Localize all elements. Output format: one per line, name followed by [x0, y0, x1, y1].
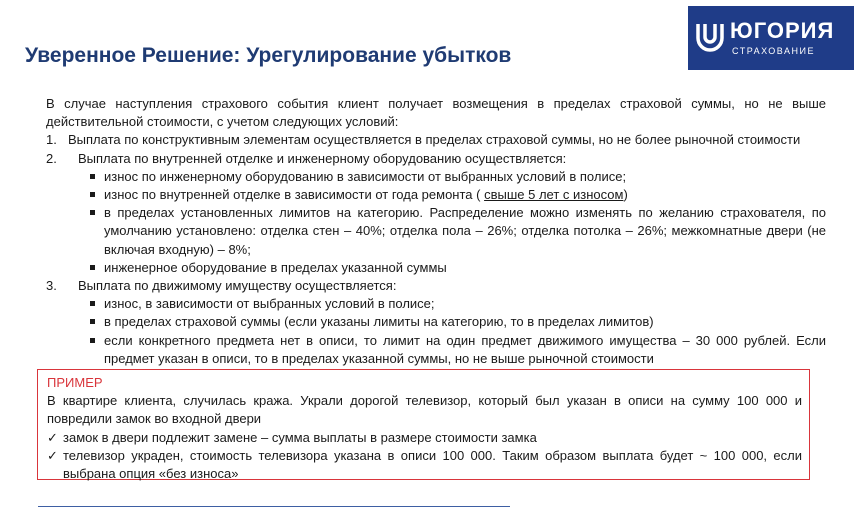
bullet-text: в пределах установленных лимитов на категорию. Распределение можно изменять по желанию страхователя, по умолчанию установлено: отделка стен – 40%; отделка пола – 26%; отделка потолка – 26%; межкомнатные двери (не включая входную) – 8%;: [104, 205, 826, 257]
check-text: телевизор украден, стоимость телевизора указана в описи 100 000. Таким образом выплата будет ~ 100 000, если выбрана опция «без износа»: [63, 447, 802, 482]
bullet-item: [46, 313, 826, 331]
check-item: [47, 447, 802, 483]
square-bullet-icon: [90, 319, 95, 324]
intro-paragraph: В случае наступления страхового события клиент получает возмещения в пределах страховой суммы, но не выше действительной стоимости, с учетом следующих условий:: [46, 96, 826, 130]
bullet-item: [46, 186, 826, 204]
numbered-item-2: [46, 150, 826, 168]
square-bullet-icon: [90, 210, 95, 215]
example-box: [37, 369, 810, 480]
item-text: Выплата по внутренней отделке и инженерному оборудованию осуществляется:: [78, 150, 567, 166]
item-text: Выплата по движимому имуществу осуществляется:: [78, 278, 397, 294]
page-title: Уверенное Решение: Урегулирование убытков: [25, 44, 512, 67]
bullet-item: [46, 332, 826, 368]
bullet-item: [46, 168, 826, 186]
logo-name: ЮГОРИЯ: [730, 18, 835, 43]
bullet-text: если конкретного предмета нет в описи, то лимит на один предмет движимого имущества – 30 000 рублей. Если предмет указан в описи, то в пределах указанной суммы, но не выше рыночной стоимости: [104, 332, 826, 366]
square-bullet-icon: [90, 301, 95, 306]
check-mark-icon: ✓: [47, 429, 58, 445]
bullet-item: [46, 204, 826, 259]
square-bullet-icon: [90, 174, 95, 179]
underlined-term: свыше 5 лет с износом: [484, 187, 624, 203]
bullet-item: [46, 295, 826, 313]
check-item: [47, 429, 802, 447]
numbered-item-3: [46, 277, 826, 295]
bullet-text: инженерное оборудование в пределах указанной суммы: [104, 259, 447, 275]
item-number: 3.: [46, 278, 57, 294]
bullet-text-before: износ по внутренней отделке в зависимости от года ремонта (: [104, 187, 485, 203]
bullet-text: износ по инженерному оборудованию в зависимости от выбранных условий в полисе;: [104, 168, 627, 184]
item-text: Выплата по конструктивным элементам осуществляется в пределах страховой суммы, но не более рыночной стоимости: [68, 132, 801, 148]
bullet-text: в пределах страховой суммы (если указаны лимиты на категорию, то в пределах лимитов): [104, 314, 654, 330]
item-number: 1.: [46, 132, 57, 148]
bullet-item: [46, 259, 826, 277]
square-bullet-icon: [90, 338, 95, 343]
square-bullet-icon: [90, 192, 95, 197]
conditions-text: [46, 95, 826, 368]
company-logo: [688, 6, 854, 70]
bullet-text: износ, в зависимости от выбранных условий в полисе;: [104, 296, 435, 312]
square-bullet-icon: [90, 265, 95, 270]
check-text: замок в двери подлежит замене – сумма выплаты в размере стоимости замка: [63, 429, 537, 445]
logo-subtitle: СТРАХОВАНИЕ: [732, 46, 815, 56]
bullet-text-after: ): [623, 187, 628, 203]
logo-emblem-icon: [694, 20, 726, 52]
example-text: В квартире клиента, случилась кража. Украли дорогой телевизор, который был указан в описи на сумму 100 000 и повредили замок во входной двери: [47, 393, 802, 427]
check-mark-icon: ✓: [47, 447, 58, 463]
example-title: ПРИМЕР: [47, 375, 103, 390]
numbered-item-1: [46, 131, 826, 149]
footer-divider: [38, 506, 510, 507]
item-number: 2.: [46, 150, 57, 166]
